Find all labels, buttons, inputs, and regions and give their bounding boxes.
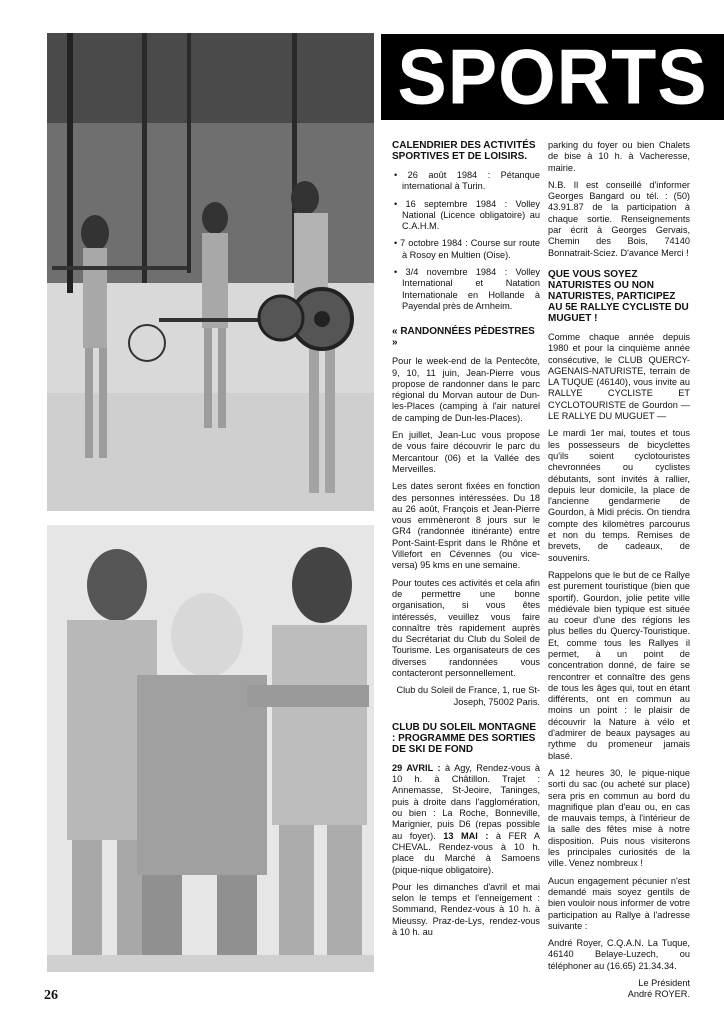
page-number: 26 [44,988,58,1003]
calendar-item: • 3/4 novembre 1984 : Volley International et Natation Internationale en Hollande à Payendal près de Arnheim. [394,267,540,311]
calendar-heading: CALENDRIER DES ACTIVITÉS SPORTIVES ET DE LOISIRS. [392,140,536,162]
nb-paragraph: N.B. Il est conseillé d'informer Georges Bangard ou tél. : (50) 43.91.87 de la participation à chaque sortie. Renseignements par écrit à Georges Gervais, Chemin des Bois, 74140 Bonnatrait-Sciez. D'avance Merci ! [548,179,690,258]
ski-date: 13 MAI : [435,830,489,841]
ski-text: à FER A CHEVAL. Rendez-vous à 10 h. place du Marché à Samoens (pique-nique obligatoire). [392,830,540,875]
randonnees-paragraph: En juillet, Jean-Luc vous propose de vous faire découvrir le parc du Mercantour (06) et la Vallée des Merveilles. [392,430,540,474]
rallye-paragraph: A 12 heures 30, le pique-nique sorti du sac (ou acheté sur place) sera pris en commun au bord du magnifique plan d'eau ou, en cas de mauvais temps, à l'intérieur de la salle des fêtes mise à notre disposition. Puis nous visiterons les principales curiosités de la ville. Venez nombreux ! [548,767,690,869]
banner-title: SPORTS [397,32,708,121]
calendar-item: • 7 octobre 1984 : Course sur route à Rosoy en Multien (Oise). [394,238,540,260]
column-2 [548,140,690,1007]
rallye-heading: QUE VOUS SOYEZ NATURISTES OU NON NATURISTES, PARTICIPEZ AU 5E RALLYE CYCLISTE DU MUGUET ! [548,268,689,324]
sports-banner [381,34,724,120]
ski-continued: parking du foyer ou bien Chalets de bise à 10 h. à Vacheresse, mairie. [548,140,690,173]
club-address: Club du Soleil de France, 1, rue St-Joseph, 75002 Paris. [396,685,540,707]
rallye-paragraph: Rappelons que le but de ce Rallye est purement touristique (bien que sportif). Gourdon, jolie petite ville médiévale bien typique est située au coeur d'une des régions les plus belles du Quercy-Touristique. Et, comme tous les Rallyes il permet, à un point de concentration donné, de faire se rencontrer et connaître des gens de tous les âges qui, tout en étant différents, ont en commun au moins un point : le plaisir de découvrir la Nature à vélo et d'admirer de beaux paysages au rythme du promeneur jamais blasé. [548,569,690,761]
ski-heading: CLUB DU SOLEIL MONTAGNE : PROGRAMME DES SORTIES DE SKI DE FOND [392,721,537,755]
rallye-paragraph: Aucun engagement pécunier n'est demandé mais soyez gentils de bien vouloir nous informer de votre participation au Rallye à l'adresse suivante : [548,875,690,931]
randonnees-paragraph: Les dates seront fixées en fonction des personnes intéressées. Du 18 au 26 août, François et Jean-Pierre vous emmèneront 8 jours sur le GR4 (randonnée itinérante) entre Pont-Saint-Esprit dans le Rhône et Villefort en Cévennes (ou vice-versa) 95 kms en une semaine. [392,481,540,571]
randonnees-paragraph: Pour le week-end de la Pentecôte, 9, 10, 11 juin, Jean-Pierre vous propose de randonner dans le parc régional du Morvan autour de Dun-les-Places (camping à l'air naturel de camping de Dun-les-Places). [392,356,540,423]
signature-name: André ROYER. [627,989,690,1000]
rallye-paragraph: Comme chaque année depuis 1980 et pour la cinquième année consécutive, le CLUB QUERCY-AGENAIS-NATURISTE, terrain de LA TUQUE (46140), vous invite au RALLYE CYCLISTE ET CYCLOTOURISTE de Gourdon — LE RALLYE DU MUGUET — [548,331,690,422]
ski-date: 29 AVRIL : [392,762,441,773]
ski-paragraph [392,763,540,876]
randonnees-heading: « RANDONNÉES PÉDESTRES » [392,326,535,349]
group-photo-icon [47,525,374,972]
randonnees-paragraph: Pour toutes ces activités et cela afin de permettre une bonne organisation, si vous êtes intéressés, veuillez vous faire connaître très rapidement auprès du Secrétariat du Club du Soleil de Tourisme. Les organisateurs de ces diverses randonnées vous contacteront personnellement. [392,577,540,678]
contact-paragraph: André Royer, C.Q.A.N. La Tuque, 46140 Belaye-Luzech, ou téléphoner au (16.65) 21.34.34. [548,938,690,971]
weightlifting-photo [47,33,374,511]
rallye-paragraph: Le mardi 1er mai, toutes et tous les possesseurs de bicyclettes qu'ils soient cyclotouristes chevronnées ou cyclistes débutants, sont invités à rallier, depuis leur domicile, la place de l'ancienne gendarmerie de Gourdon, à Midi précis. On tiendra compte des kilomètres parcourus et non du temps. Remises de brevets, de cadeaux, de souvenirs. [548,428,690,563]
calendar-item: • 16 septembre 1984 : Volley National (Licence obligatoire) au C.A.H.M. [394,198,540,232]
signature-title: Le Président [638,978,690,988]
weightlifting-photo-icon [47,33,374,511]
group-photo [47,525,374,972]
column-1 [392,140,540,944]
calendar-item: • 26 août 1984 : Pétanque international à Turin. [394,170,540,192]
ski-text: à Agy, Rendez-vous à 10 h. à Châtillon. Trajet : Annemasse, St-Jeoire, Taninges, puis à droite dans l'agglomération, ou bien : La Roche, Bonneville, Marignier, puis D6 (repas possible au foyer). [392,762,540,841]
ski-paragraph: Pour les dimanches d'avril et mai selon le temps et l'enneigement : Sommand, Rendez-vous à 10 h. à Mieussy. Praz-de-Lys, rendez-vous à 10 h. au [392,881,540,938]
